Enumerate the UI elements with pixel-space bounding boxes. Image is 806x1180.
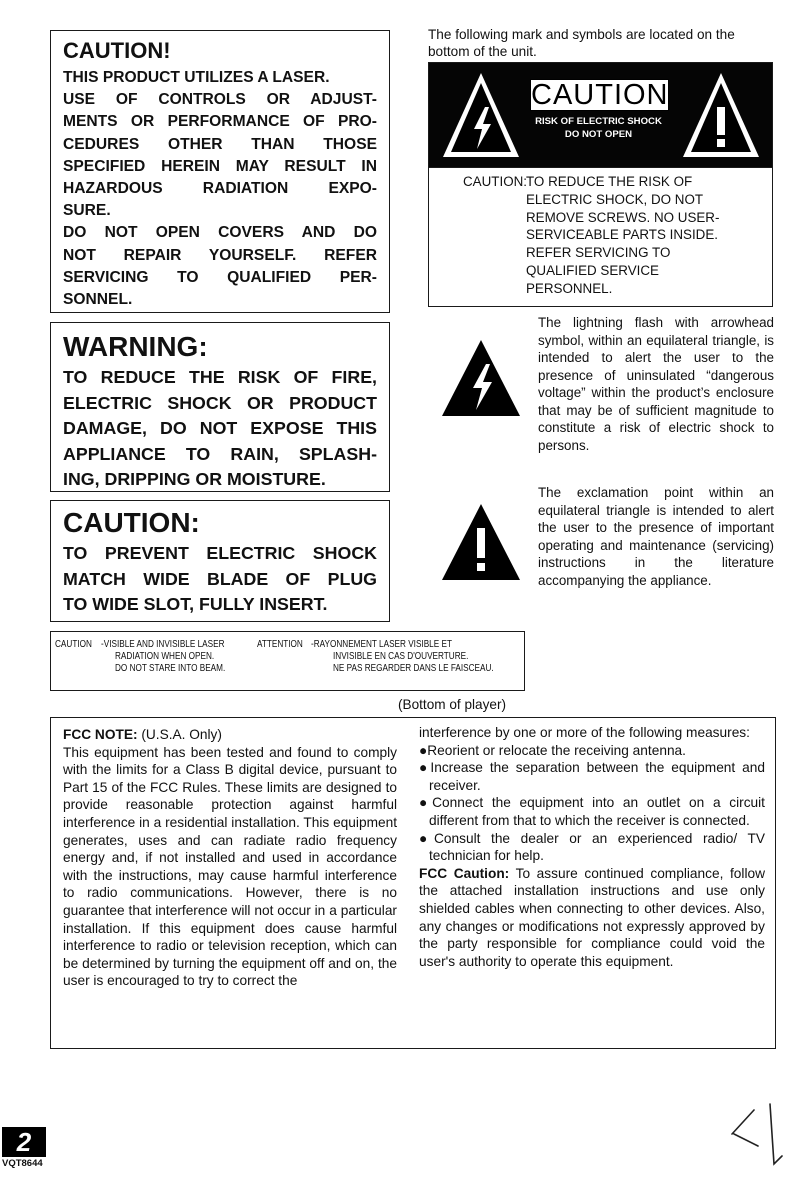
fcc-caution-text: To assure continued compliance, follow the attached installation instructions and use only shielded cables when connecting to other devices. Also, any changes or modifications not expressly approved by the party responsible for compliance could void the user's authority to operate this equipment. (419, 865, 765, 969)
fcc-measure-item: ●Consult the dealer or an experienced radio/ TV technician for help. (419, 830, 765, 864)
warning-line: ING, DRIPPING OR MOISTURE. (63, 469, 326, 490)
laser-label-en-line: -VISIBLE AND INVISIBLE LASER (101, 639, 225, 650)
caution-label-line: TO REDUCE THE RISK OF (526, 174, 693, 189)
laser-label-fr-line: NE PAS REGARDER DANS LE FAISCEAU. (333, 663, 494, 674)
caution-label-box (428, 62, 773, 307)
fcc-measure-item: ●Reorient or relocate the receiving antenna. (419, 742, 686, 758)
do-not-open-line: DO NOT OPEN (564, 129, 633, 140)
laser-caution-line: HAZARDOUS RADIATION EXPO- (63, 180, 377, 198)
caution-label-line: PERSONNEL. (526, 280, 613, 296)
laser-caution-line: MENTS OR PERFORMANCE OF PRO- (63, 113, 377, 131)
laser-caution-line: NOT REPAIR YOURSELF. REFER (63, 246, 377, 264)
laser-caution-line: DO NOT OPEN COVERS AND DO (63, 224, 377, 242)
plug-caution-text (63, 541, 377, 618)
exclamation-warning-icon (681, 71, 761, 159)
lightning-symbol-description: The lightning flash with arrowhead symbol, within an equilateral triangle, is intended to alert the user to the presence of uninsulated “dangerous voltage” within the product’s enclosure that may be of sufficient magnitude to constitute a risk of electric shock to persons. (538, 315, 774, 453)
laser-label-fr-line: INVISIBLE EN CAS D'OUVERTURE. (333, 651, 469, 662)
fcc-note-left-column (63, 726, 397, 990)
warning-title: WARNING: (63, 331, 208, 362)
warning-line: TO REDUCE THE RISK OF FIRE, (63, 367, 377, 387)
laser-caution-line: USE OF CONTROLS OR ADJUST- (63, 91, 377, 109)
fcc-note-body: This equipment has been tested and found to comply with the limits for a Class B digital device, pursuant to Part 15 of the FCC Rules. These limits are designed to provide reasonable protection against harmful interference in a residential installation. This equipment generates, uses and can radiate radio frequency energy and, if not installed and used in accordance with the instructions, may cause harmful interference to radio communications. However, there is no guarantee that interference will not occur in a particular installation. If this equipment does cause harmful interference to radio or television reception, which can be determined by turning the equipment off and on, the user is encouraged to try to correct the (63, 744, 397, 989)
laser-label-attention-head: ATTENTION (257, 639, 303, 650)
caution-label-line: ELECTRIC SHOCK, DO NOT (526, 191, 704, 207)
shock-line: RISK OF ELECTRIC SHOCK (535, 116, 662, 127)
laser-radiation-label (50, 631, 525, 691)
caution-label-line: REFER SERVICING TO (526, 245, 671, 261)
fcc-note-scope: (U.S.A. Only) (137, 727, 222, 742)
laser-caution-line: SURE. (63, 202, 111, 220)
fcc-measures-intro: interference by one or more of the following measures: (419, 725, 750, 740)
caution-label-line: REMOVE SCREWS. NO USER- (526, 209, 720, 225)
warning-line: ELECTRIC SHOCK OR PRODUCT (63, 392, 377, 413)
laser-caution-text (63, 67, 377, 311)
warning-line: DAMAGE, DO NOT EXPOSE THIS (63, 418, 377, 439)
fcc-measure-item: ●Connect the equipment into an outlet on a circuit different from that to which the receiver is connected. (419, 795, 765, 828)
laser-label-en-line: DO NOT STARE INTO BEAM. (115, 663, 226, 674)
bottom-of-player-caption: (Bottom of player) (398, 697, 507, 712)
laser-caution-line: CEDURES OTHER THAN THOSE (63, 135, 377, 153)
warning-line: APPLIANCE TO RAIN, SPLASH- (63, 443, 377, 464)
lightning-warning-icon (441, 71, 521, 159)
exclamation-symbol-description: The exclamation point within an equilateral triangle is intended to alert the user to the presence of important operating and maintenance (servicing) instructions in the literature accompanying the appliance. (538, 485, 774, 588)
fcc-note-heading (63, 726, 397, 744)
plug-caution-line: TO WIDE SLOT, FULLY INSERT. (63, 594, 328, 615)
caution-label-header (429, 63, 772, 168)
laser-label-fr-line: -RAYONNEMENT LASER VISIBLE ET (311, 639, 452, 650)
plug-caution-title: CAUTION: (63, 507, 200, 538)
laser-caution-box (50, 30, 390, 313)
fcc-note-box (50, 717, 776, 1049)
fcc-measure-item: ●Increase the separation between the equipment and receiver. (419, 760, 765, 793)
caution-label-heading: CAUTION: (463, 174, 527, 189)
laser-caution-title: CAUTION! (63, 38, 171, 63)
lightning-flash-symbol-icon (440, 338, 522, 418)
fcc-note-label: FCC NOTE: (63, 727, 138, 742)
caution-word-label: CAUTION (531, 79, 669, 111)
model-code: VQT8644 (2, 1158, 43, 1169)
laser-caution-line: SONNEL. (63, 291, 133, 309)
exclamation-point-symbol-icon (440, 502, 522, 582)
laser-caution-line: SERVICING TO QUALIFIED PER- (63, 268, 377, 286)
caution-label-text (526, 173, 766, 298)
fcc-caution-label: FCC Caution: (419, 865, 510, 881)
laser-label-en-line: RADIATION WHEN OPEN. (115, 651, 215, 662)
handwritten-mark-icon (728, 1098, 796, 1180)
shock-warning-label (530, 115, 667, 141)
fcc-caution-paragraph (419, 865, 765, 971)
warning-text (63, 365, 377, 493)
fcc-note-right-column (419, 724, 765, 970)
caution-label-line: QUALIFIED SERVICE (526, 262, 659, 278)
plug-caution-line: MATCH WIDE BLADE OF PLUG (63, 568, 377, 589)
warning-box (50, 322, 390, 492)
caution-label-line: SERVICEABLE PARTS INSIDE. (526, 227, 718, 243)
laser-caution-line: THIS PRODUCT UTILIZES A LASER. (63, 69, 330, 86)
laser-label-caution-head: CAUTION (55, 639, 92, 650)
page-number: 2 (2, 1127, 46, 1157)
marks-intro-text: The following mark and symbols are located on the bottom of the unit. (428, 27, 735, 59)
plug-caution-line: TO PREVENT ELECTRIC SHOCK (63, 543, 377, 563)
laser-caution-line: SPECIFIED HEREIN MAY RESULT IN (63, 157, 377, 175)
plug-caution-box (50, 500, 390, 622)
